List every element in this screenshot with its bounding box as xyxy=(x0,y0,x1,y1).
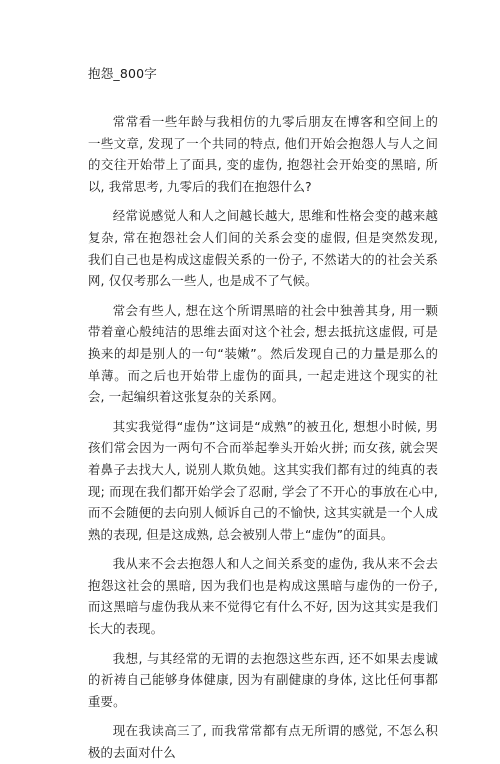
paragraph: 经常说感觉人和人之间越长越大, 思维和性格会变的越来越复杂, 常在抱怨社会人们间的关系会变的虚假, 但是突然发现, 我们自己也是构成这虚假关系的一份子, 不然诺大的的社会关系网, 仅仅考那么一些人, 也是成不了气候。 xyxy=(88,208,438,289)
paragraph: 现在我读高三了, 而我常常都有点无所谓的感觉, 不怎么积极的去面对什么 xyxy=(88,723,438,761)
paragraph: 其实我觉得“虚伪”这词是“成熟”的被丑化, 想想小时候, 男孩们常会因为一两句不合而举起拳头开始火拼; 而女孩, 就会哭着鼻子去找大人, 说别人欺负她。这其实我们都有过的纯真的表现; 而现在我们都开始学会了忍耐, 学会了不开心的事放在心中, 而不会随便的去向别人倾诉自己的不愉快, 这其实就是一个人成熟的表现, 但是这成熟, 总会被别人带上“虚伪”的面具。 xyxy=(88,418,438,542)
paragraph: 常会有些人, 想在这个所谓黑暗的社会中独善其身, 用一颗带着童心般纯洁的思维去面对这个社会, 想去抵抗这虚假, 可是换来的却是别人的一句“装嫩”。然后发现自己的力量是那么的单薄。而之后也开始带上虚伪的面具, 一起走进这个现实的社会, 一起编织着这张复杂的关系网。 xyxy=(88,302,438,405)
document-title: 抱怨_800字 xyxy=(88,66,158,81)
paragraph: 我想, 与其经常的无谓的去抱怨这些东西, 还不如果去虔诚的祈祷自己能够身体健康, 因为有副健康的身体, 这比任何事都重要。 xyxy=(88,650,438,709)
paragraph: 我从来不会去抱怨人和人之间关系变的虚伪, 我从来不会去抱怨这社会的黑暗, 因为我们也是构成这黑暗与虚伪的一份子, 而这黑暗与虚伪我从来不觉得它有什么不好, 因为这其实是我们长大的表现。 xyxy=(88,556,438,637)
paragraph: 常常看一些年龄与我相仿的九零后朋友在博客和空间上的一些文章, 发现了一个共同的特点, 他们开始会抱怨人与人之间的交往开始带上了面具, 变的虚伪, 抱怨社会开始变的黑暗, 所以, 我常思考, 九零后的我们在抱怨什么? xyxy=(88,114,438,194)
